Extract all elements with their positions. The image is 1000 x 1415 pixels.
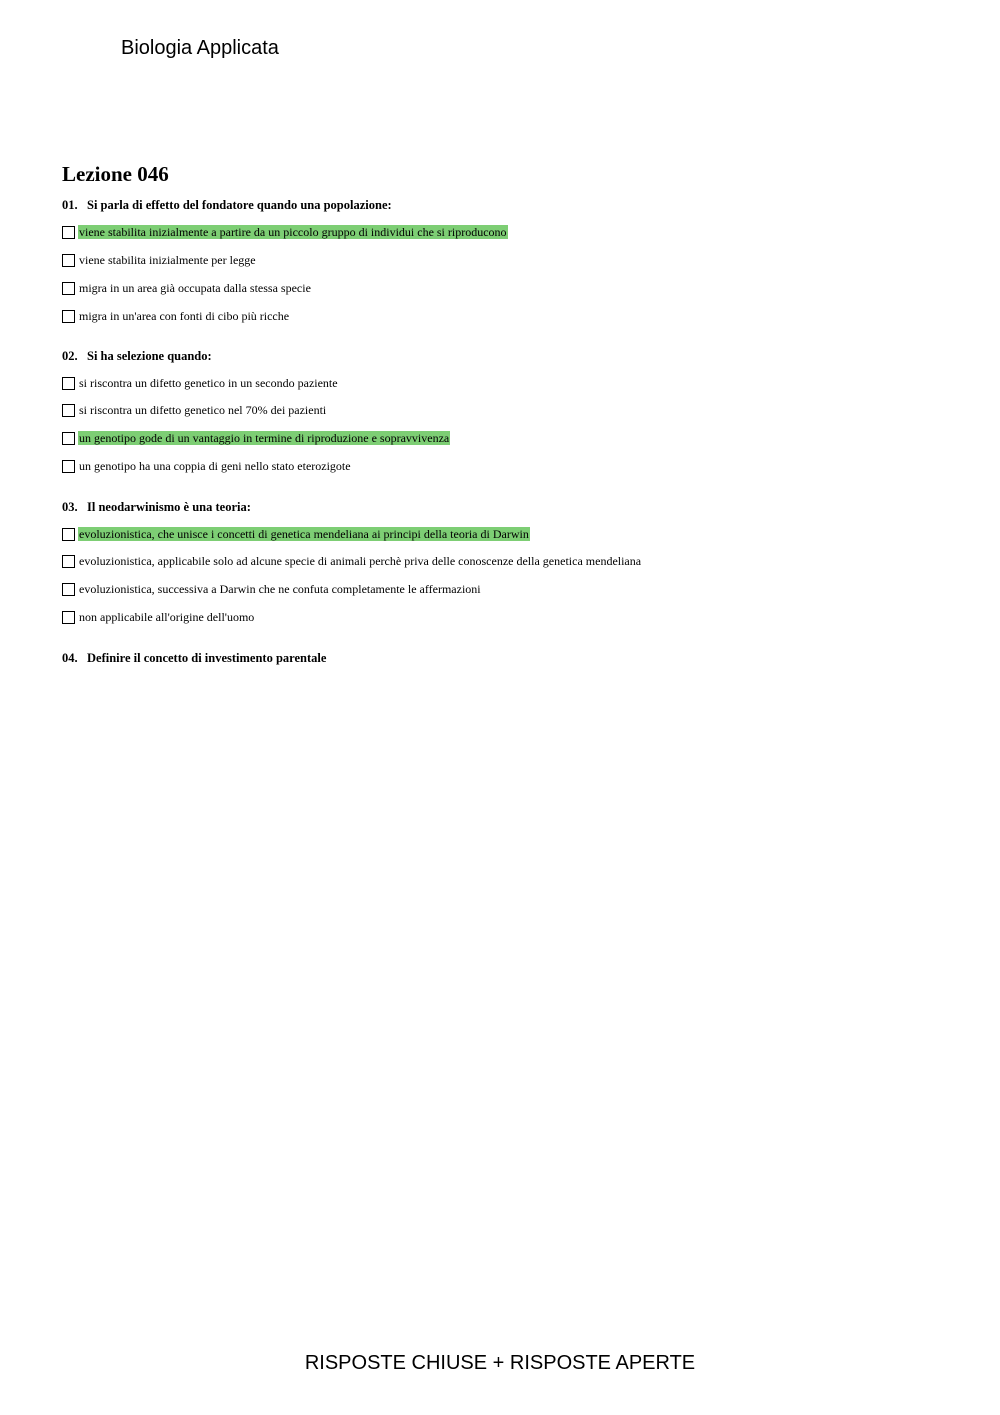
option-text: si riscontra un difetto genetico nel 70% dei pazienti <box>79 403 327 417</box>
checkbox[interactable] <box>62 583 75 596</box>
option-text: migra in un'area con fonti di cibo più ricche <box>79 309 290 323</box>
question-04 <box>62 651 326 666</box>
option-text-correct: viene stabilita inizialmente a partire da un piccolo gruppo di individui che si riproducono <box>79 225 507 239</box>
option-text: un genotipo ha una coppia di geni nello stato eterozigote <box>79 459 351 473</box>
question-number: 04. <box>62 651 78 665</box>
option-text: evoluzionistica, applicabile solo ad alcune specie di animali perchè priva delle conoscenze della genetica mendeliana <box>79 554 642 568</box>
checkbox[interactable] <box>62 528 75 541</box>
checkbox[interactable] <box>62 226 75 239</box>
question-number: 03. <box>62 500 78 514</box>
question-02 <box>62 349 212 364</box>
checkbox[interactable] <box>62 254 75 267</box>
question-03 <box>62 500 251 515</box>
question-01 <box>62 198 392 213</box>
checkbox[interactable] <box>62 460 75 473</box>
question-number: 02. <box>62 349 78 363</box>
answer-option[interactable] <box>62 581 482 597</box>
question-text: Definire il concetto di investimento parentale <box>87 651 327 665</box>
answer-option[interactable] <box>62 458 352 474</box>
option-text-correct: evoluzionistica, che unisce i concetti di genetica mendeliana ai principi della teoria di Darwin <box>79 527 529 541</box>
checkbox[interactable] <box>62 404 75 417</box>
answer-option[interactable] <box>62 609 255 625</box>
answer-option[interactable] <box>62 280 312 296</box>
checkbox[interactable] <box>62 377 75 390</box>
checkbox[interactable] <box>62 555 75 568</box>
option-text: viene stabilita inizialmente per legge <box>79 253 256 267</box>
lesson-title: Lezione 046 <box>62 162 169 186</box>
answer-option[interactable] <box>62 553 642 569</box>
document-header: Biologia Applicata <box>121 37 279 59</box>
answer-option[interactable] <box>62 224 508 240</box>
checkbox[interactable] <box>62 432 75 445</box>
question-text: Si parla di effetto del fondatore quando una popolazione: <box>87 198 392 212</box>
document-footer: RISPOSTE CHIUSE + RISPOSTE APERTE <box>304 1352 696 1374</box>
answer-option[interactable] <box>62 430 450 446</box>
option-text: evoluzionistica, successiva a Darwin che ne confuta completamente le affermazioni <box>79 582 481 596</box>
checkbox[interactable] <box>62 310 75 323</box>
answer-option[interactable] <box>62 252 257 268</box>
answer-option[interactable] <box>62 308 290 324</box>
question-text: Si ha selezione quando: <box>87 349 212 363</box>
option-text-correct: un genotipo gode di un vantaggio in termine di riproduzione e sopravvivenza <box>79 431 450 445</box>
option-text: migra in un area già occupata dalla stessa specie <box>79 281 311 295</box>
answer-option[interactable] <box>62 402 327 418</box>
question-text: Il neodarwinismo è una teoria: <box>87 500 251 514</box>
answer-option[interactable] <box>62 526 530 542</box>
checkbox[interactable] <box>62 282 75 295</box>
option-text: si riscontra un difetto genetico in un secondo paziente <box>79 376 338 390</box>
option-text: non applicabile all'origine dell'uomo <box>79 610 255 624</box>
answer-option[interactable] <box>62 375 339 391</box>
checkbox[interactable] <box>62 611 75 624</box>
question-number: 01. <box>62 198 78 212</box>
